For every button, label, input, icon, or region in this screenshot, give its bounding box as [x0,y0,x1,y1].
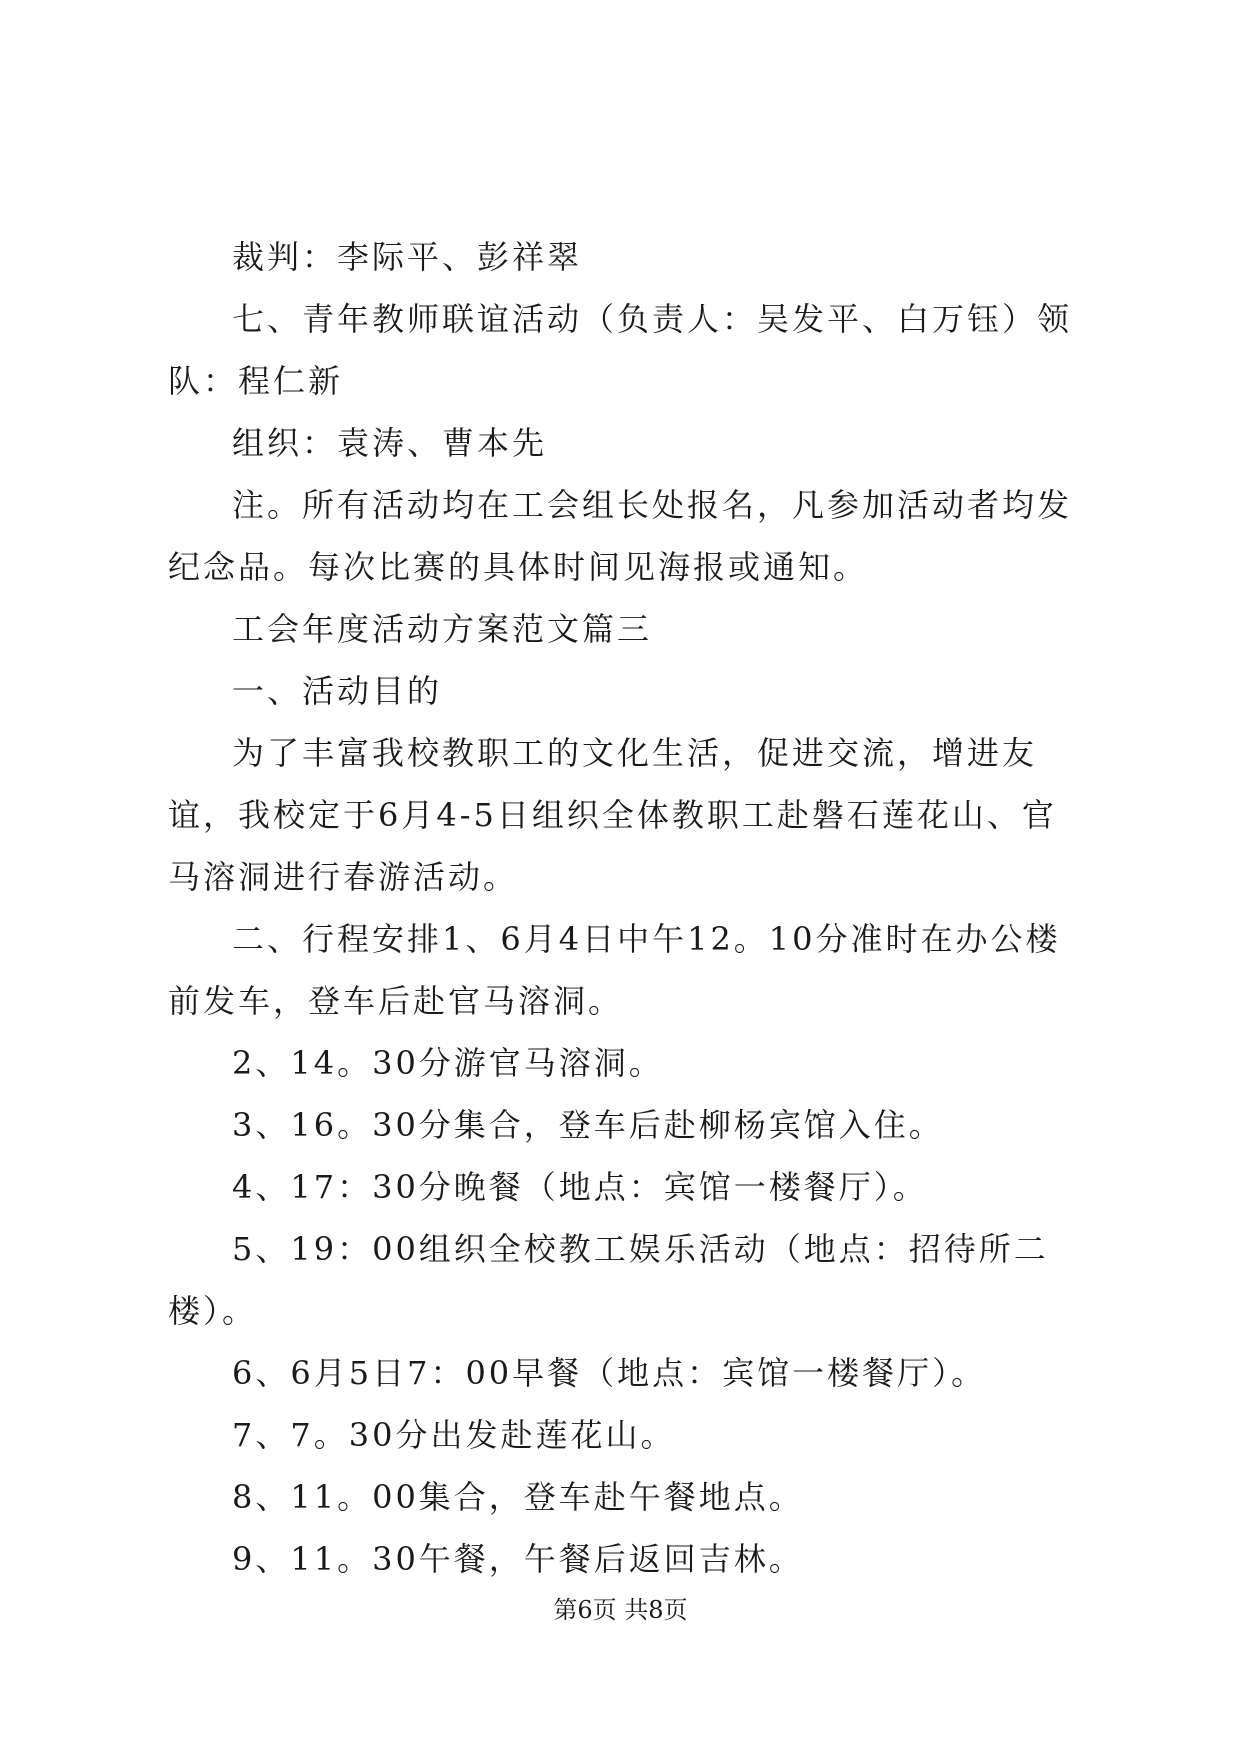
paragraph-itinerary-9: 9、11。30午餐，午餐后返回吉林。 [232,1540,804,1578]
document-body [168,226,1078,1590]
paragraph-purpose-heading: 一、活动目的 [232,672,443,710]
paragraph-itinerary-3: 3、16。30分集合，登车后赴柳杨宾馆入住。 [232,1106,944,1144]
page-number-footer: 第6页 共8页 [553,1596,688,1624]
paragraph-organizers: 组织：袁涛、曹本先 [232,424,548,462]
paragraph-purpose: 为了丰富我校教职工的文化生活，促进交流，增进友谊，我校定于6月4-5日组织全体教职工赴磐石莲花山、官马溶洞进行春游活动。 [168,734,1057,896]
paragraph-itinerary-1: 二、行程安排1、6月4日中午12。10分准时在办公楼前发车，登车后赴官马溶洞。 [168,920,1061,1020]
paragraph-section-seven: 七、青年教师联谊活动（负责人：吴发平、白万钰）领队：程仁新 [168,300,1073,400]
paragraph-itinerary-8: 8、11。00集合，登车赴午餐地点。 [232,1478,804,1516]
paragraph-article-title: 工会年度活动方案范文篇三 [232,610,653,648]
paragraph-itinerary-5: 5、19：00组织全校教工娱乐活动（地点：招待所二楼）。 [168,1230,1049,1330]
paragraph-itinerary-6: 6、6月5日7：00早餐（地点：宾馆一楼餐厅）。 [232,1354,987,1392]
paragraph-itinerary-2: 2、14。30分游官马溶洞。 [232,1044,664,1082]
paragraph-itinerary-7: 7、7。30分出发赴莲花山。 [232,1416,676,1454]
paragraph-itinerary-4: 4、17：30分晚餐（地点：宾馆一楼餐厅）。 [232,1168,928,1206]
paragraph-referees: 裁判：李际平、彭祥翠 [232,238,583,276]
paragraph-note: 注。所有活动均在工会组长处报名，凡参加活动者均发纪念品。每次比赛的具体时间见海报或通知。 [168,486,1073,586]
